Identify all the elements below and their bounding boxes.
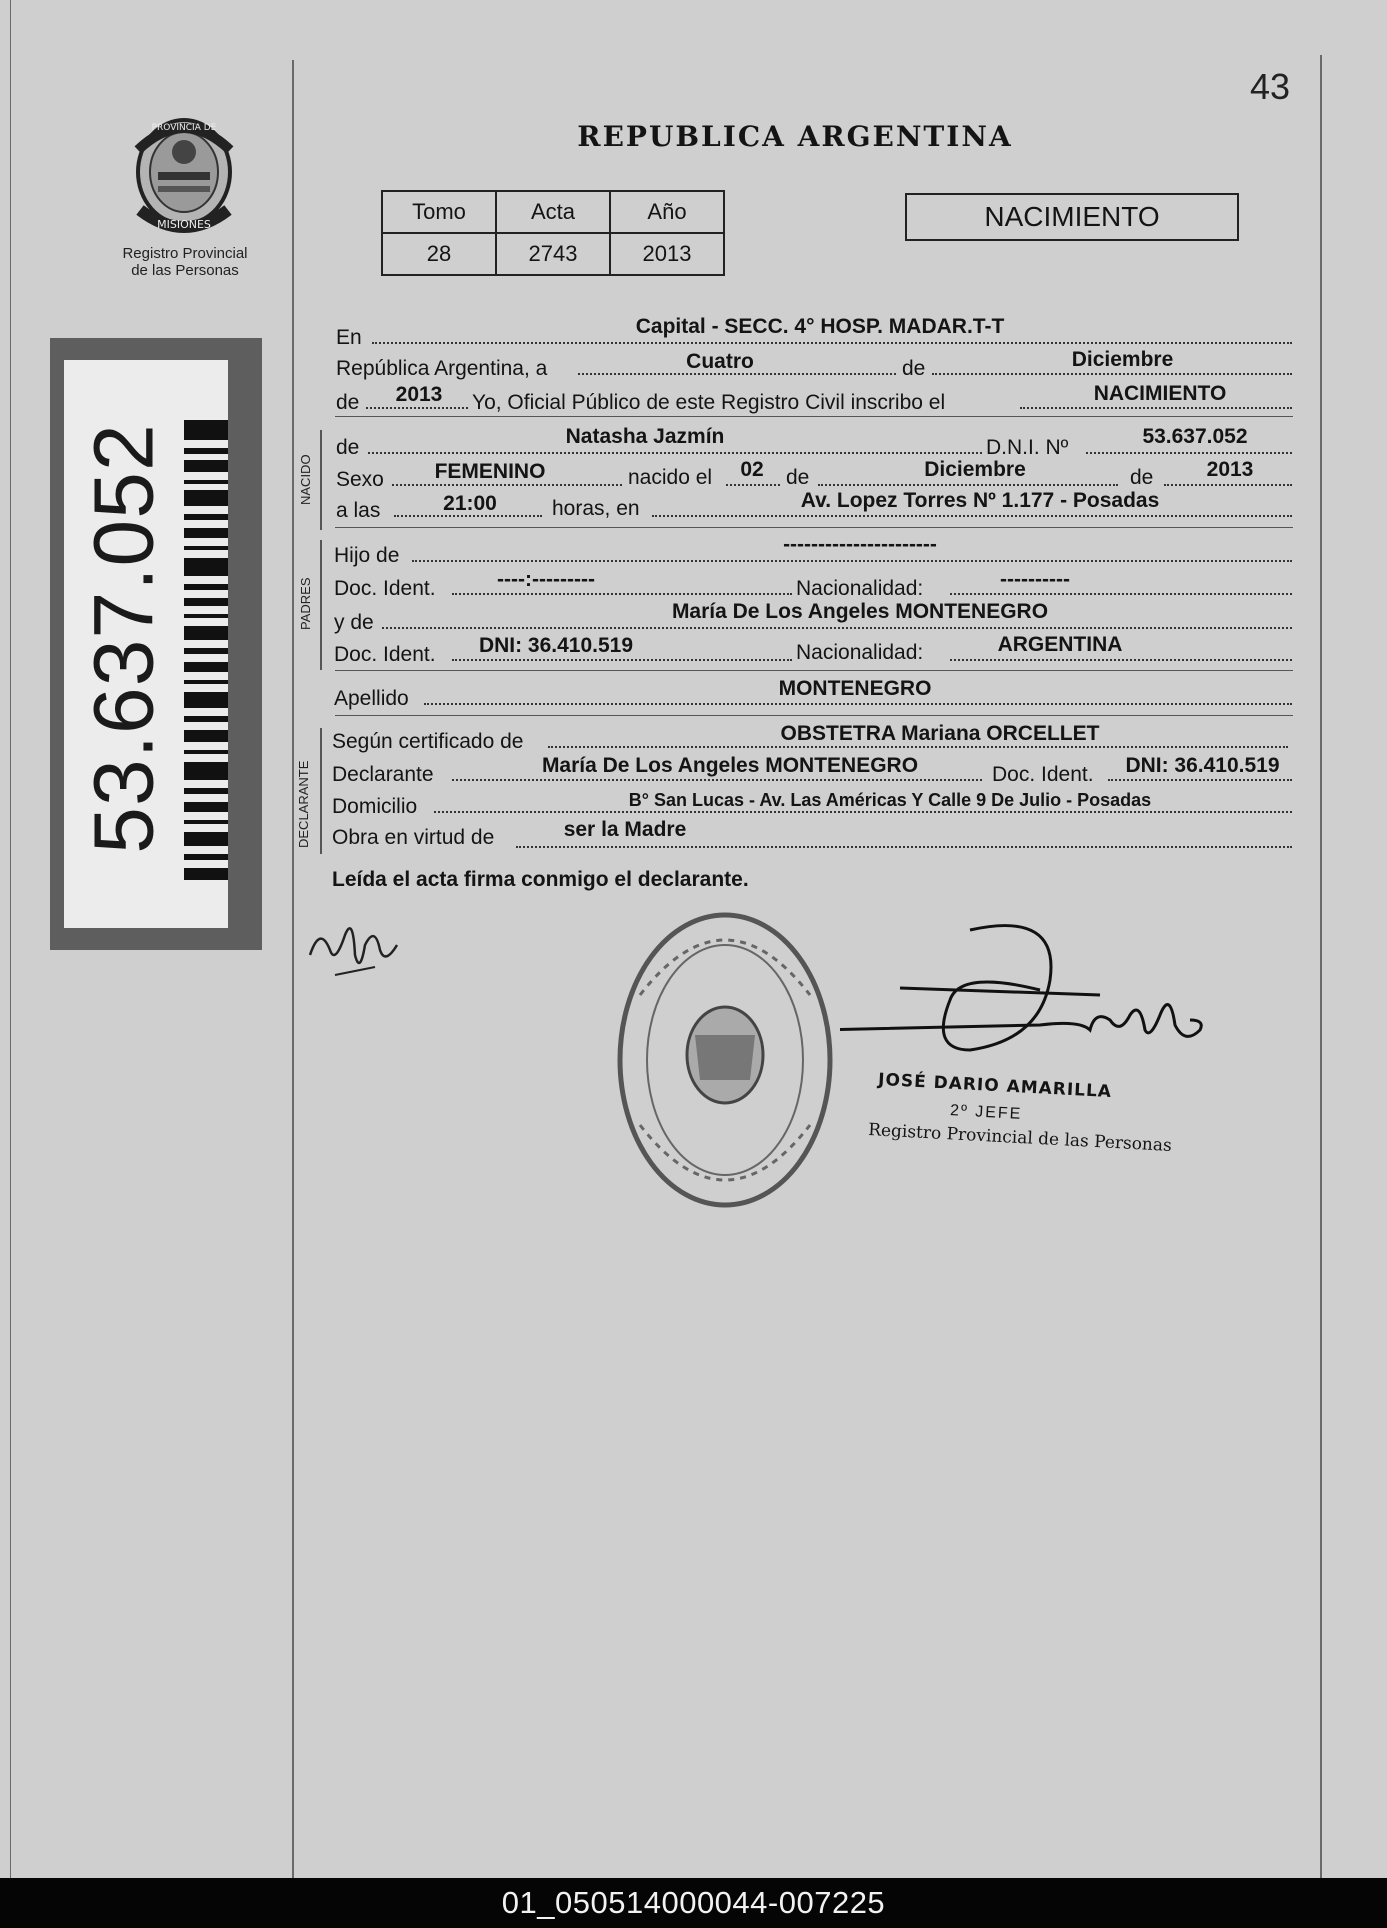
- section-separator: [335, 670, 1293, 671]
- birth-day: 02: [740, 458, 764, 481]
- signatory-name: JOSÉ DARIO AMARILLA: [877, 1069, 1113, 1103]
- republica-label: República Argentina, a: [336, 357, 548, 380]
- nacido-section-label: NACIDO: [298, 454, 313, 505]
- mother-value: María De Los Angeles MONTENEGRO: [671, 600, 1049, 623]
- declarante-section-label: DECLARANTE: [296, 760, 311, 848]
- seal-text-top: PROVINCIA DE: [151, 123, 217, 133]
- official-round-stamp-icon: [610, 905, 840, 1215]
- seal-text-bottom: MISIONES: [157, 218, 211, 231]
- nac2-dots: [950, 659, 1292, 661]
- nac1-label: Nacionalidad:: [796, 577, 924, 600]
- inscribo-dots: [1020, 407, 1292, 409]
- id-number: 53.637.052: [76, 423, 171, 854]
- padres-section-label: PADRES: [298, 577, 313, 630]
- father-dots: [412, 560, 1292, 562]
- nac2-value: ARGENTINA: [997, 633, 1123, 656]
- birth-month-dots: [818, 484, 1118, 486]
- year-value: 2013: [395, 383, 443, 406]
- inscribo-value: NACIMIENTO: [1093, 382, 1227, 405]
- domicilio-label: Domicilio: [332, 795, 418, 818]
- right-margin-rule: [1320, 55, 1322, 1878]
- de3-label: de: [336, 436, 360, 459]
- birth-place: Av. Lopez Torres Nº 1.177 - Posadas: [800, 489, 1160, 512]
- obra-label: Obra en virtud de: [332, 826, 495, 849]
- closing-statement: Leída el acta firma conmigo el declarante.: [332, 868, 749, 891]
- document-title: REPUBLICA ARGENTINA: [577, 120, 1013, 153]
- sexo-label: Sexo: [336, 468, 384, 491]
- record-header-tomo: Tomo: [382, 191, 496, 233]
- month-dots: [932, 373, 1292, 375]
- father-value: ----------------------: [783, 533, 937, 556]
- newborn-name: Natasha Jazmín: [565, 425, 725, 448]
- inscribo-text: Yo, Oficial Público de este Registro Civil inscribo el: [472, 391, 946, 414]
- de2-label: de: [336, 391, 360, 414]
- declarante-dots: [452, 779, 982, 781]
- record-header-acta: Acta: [496, 191, 610, 233]
- page-number: 43: [1250, 66, 1291, 107]
- nacido-bar: [320, 430, 322, 530]
- doc3-value: DNI: 36.410.519: [1125, 754, 1280, 777]
- declarant-initials-signature: [305, 905, 405, 985]
- record-table: [381, 190, 725, 276]
- day-value: Cuatro: [686, 350, 754, 373]
- domicilio-value: B° San Lucas - Av. Las Américas Y Calle 9 De Julio - Posadas: [628, 790, 1152, 810]
- month-value: Diciembre: [1071, 348, 1174, 371]
- doc1-label: Doc. Ident.: [334, 577, 436, 600]
- record-table-header-row: [382, 191, 724, 233]
- footer-code: 01_050514000044-007225: [0, 1878, 1387, 1928]
- signatory-office: Registro Provincial de las Personas: [867, 1120, 1173, 1156]
- doc3-label: Doc. Ident.: [992, 763, 1094, 786]
- apellido-value: MONTENEGRO: [778, 677, 932, 700]
- dni-value: 53.637.052: [1142, 425, 1248, 448]
- segun-dots: [548, 746, 1288, 748]
- sexo-dots: [392, 484, 622, 486]
- doc1-dots: [452, 593, 792, 595]
- doc2-value: DNI: 36.410.519: [478, 634, 634, 657]
- segun-value: OBSTETRA Mariana ORCELLET: [780, 722, 1100, 745]
- horas-label: horas, en: [552, 497, 640, 520]
- registry-name: [105, 245, 265, 279]
- birth-time: 21:00: [443, 492, 497, 515]
- doc1-value: ----:---------: [497, 568, 595, 591]
- en-label: En: [336, 326, 362, 349]
- hijo-label: Hijo de: [334, 544, 400, 567]
- section-separator: [335, 416, 1293, 417]
- yde-label: y de: [334, 611, 374, 634]
- a-las-label: a las: [336, 499, 381, 522]
- declarante-label: Declarante: [332, 763, 434, 786]
- declarante-value: María De Los Angeles MONTENEGRO: [541, 754, 919, 777]
- nac1-value: ----------: [1000, 568, 1070, 591]
- doc2-label: Doc. Ident.: [334, 643, 436, 666]
- signatory-role: 2º JEFE: [949, 1102, 1023, 1123]
- barcode-icon: [184, 420, 228, 880]
- mother-dots: [382, 627, 1292, 629]
- de4-label: de: [786, 466, 810, 489]
- section-separator: [335, 527, 1293, 528]
- birth-year-dots: [1164, 484, 1292, 486]
- registry-name-line2: de las Personas: [131, 262, 239, 279]
- record-header-anio: Año: [610, 191, 724, 233]
- declarante-bar: [320, 728, 322, 854]
- record-value-acta: 2743: [496, 233, 610, 275]
- apellido-dots: [424, 703, 1292, 705]
- record-value-anio: 2013: [610, 233, 724, 275]
- segun-label: Según certificado de: [332, 730, 524, 753]
- record-type-box: NACIMIENTO: [905, 193, 1239, 241]
- sexo-value: FEMENINO: [434, 460, 546, 483]
- stamp-inner: [64, 360, 228, 928]
- apellido-label: Apellido: [334, 687, 409, 710]
- birth-year: 2013: [1206, 458, 1254, 481]
- obra-dots: [516, 846, 1292, 848]
- domicilio-dots: [434, 811, 1292, 813]
- nac2-label: Nacionalidad:: [796, 641, 924, 664]
- nac1-dots: [950, 593, 1292, 595]
- doc3-dots: [1108, 779, 1292, 781]
- de-label: de: [902, 357, 926, 380]
- id-number-stamp: [50, 338, 262, 950]
- birth-day-dots: [726, 484, 780, 486]
- name-dots: [368, 452, 982, 454]
- year-dots: [366, 407, 468, 409]
- de5-label: de: [1130, 466, 1154, 489]
- dni-dots: [1086, 452, 1292, 454]
- nacido-el-label: nacido el: [628, 466, 713, 489]
- obra-value: ser la Madre: [563, 818, 687, 841]
- birth-month: Diciembre: [924, 458, 1026, 481]
- doc2-dots: [452, 659, 792, 661]
- left-margin-rule: [292, 60, 294, 1878]
- dni-label: D.N.I. Nº: [986, 436, 1069, 459]
- record-value-tomo: 28: [382, 233, 496, 275]
- record-table-value-row: [382, 233, 724, 275]
- section-separator: [335, 715, 1293, 716]
- en-dots: [372, 342, 1292, 344]
- registry-name-line1: Registro Provincial: [122, 245, 248, 262]
- en-value: Capital - SECC. 4° HOSP. MADAR.T-T: [635, 315, 1005, 338]
- province-seal-icon: [128, 110, 240, 240]
- birth-place-dots: [652, 515, 1292, 517]
- padres-bar: [320, 540, 322, 670]
- edge-rule: [10, 0, 11, 1878]
